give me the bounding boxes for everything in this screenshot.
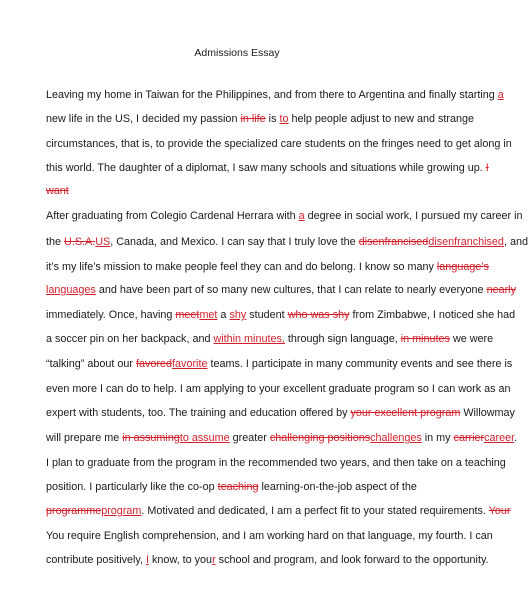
inserted-text: disenfranchised bbox=[428, 236, 504, 248]
deleted-text: in life bbox=[240, 113, 266, 125]
text-line bbox=[46, 162, 489, 175]
deleted-text: U.S.A. bbox=[64, 236, 96, 248]
inserted-text: to assume bbox=[179, 432, 230, 444]
text-run: Leaving my home in Taiwan for the Philippines, and from there to Argentina and finally starting bbox=[46, 89, 498, 101]
inserted-text: within minutes, bbox=[213, 333, 285, 345]
text-line bbox=[46, 481, 432, 494]
deleted-text: carrier bbox=[453, 432, 485, 444]
text-run: it’s my life’s mission to make people feel they can and do belong. I know so many bbox=[46, 261, 437, 273]
deleted-text: disenfrancised bbox=[358, 236, 429, 248]
inserted-text: program bbox=[101, 505, 142, 517]
text-run: is bbox=[265, 113, 280, 125]
text-run: will prepare me bbox=[46, 432, 123, 444]
text-line bbox=[46, 530, 493, 543]
inserted-text: languages bbox=[46, 284, 96, 296]
text-line bbox=[46, 284, 516, 297]
text-run: the bbox=[46, 236, 65, 248]
text-run: even more I can do to help. I am applying to your excellent graduate program so I can work as an bbox=[46, 383, 511, 395]
deleted-text: favored bbox=[136, 358, 173, 370]
deleted-text: in assuming bbox=[122, 432, 180, 444]
inserted-text: a bbox=[298, 210, 305, 222]
text-run: . Motivated and dedicated, I am a perfect fit to your stated requirements. bbox=[141, 505, 489, 517]
text-run: a bbox=[217, 309, 230, 321]
text-run: You require English comprehension, and I am working hard on that language, my fourth. I can bbox=[46, 530, 493, 542]
inserted-text: met bbox=[199, 309, 218, 321]
text-line bbox=[46, 113, 474, 126]
deleted-text: Your bbox=[488, 505, 511, 517]
text-run: After graduating from Colegio Cardenal Herrara with bbox=[46, 210, 299, 222]
deleted-text: teaching bbox=[217, 481, 259, 493]
text-run: and have been part of so many new cultures, that I can relate to nearly everyone bbox=[95, 284, 487, 296]
text-line bbox=[46, 210, 523, 223]
text-line bbox=[46, 432, 518, 445]
text-run: . bbox=[514, 432, 518, 444]
text-run: in my bbox=[421, 432, 454, 444]
text-run: circumstances, that is, to provide the specialized care students on the fringes need to get along in bbox=[46, 138, 512, 150]
inserted-text: to bbox=[279, 113, 289, 125]
text-line bbox=[46, 457, 506, 470]
text-run: contribute positively, bbox=[46, 554, 147, 566]
deleted-text: in minutes bbox=[400, 333, 450, 345]
text-run: I plan to graduate from the program in the recommended two years, and then take on a teaching bbox=[46, 457, 506, 469]
text-line bbox=[46, 138, 512, 151]
text-line bbox=[46, 333, 494, 346]
text-run: this world. The daughter of a diplomat, I saw many schools and situations while growing up. bbox=[46, 162, 486, 174]
text-run: know, to you bbox=[149, 554, 213, 566]
text-line bbox=[46, 236, 528, 249]
text-run: , Canada, and Mexico. I can say that I truly love the bbox=[110, 236, 359, 248]
deleted-text: nearly bbox=[486, 284, 516, 296]
text-run: position. I particularly like the co-op bbox=[46, 481, 218, 493]
text-run: greater bbox=[229, 432, 270, 444]
text-run: learning-on-the-job aspect of the bbox=[258, 481, 417, 493]
text-line bbox=[46, 505, 511, 518]
text-run: from Zimbabwe, I noticed she had bbox=[349, 309, 516, 321]
text-line bbox=[46, 309, 516, 322]
text-line bbox=[46, 383, 511, 396]
text-line bbox=[46, 185, 432, 198]
deleted-text: meet bbox=[175, 309, 200, 321]
text-run: through sign language, bbox=[284, 333, 401, 345]
deleted-text: programme bbox=[46, 505, 102, 517]
text-line bbox=[46, 407, 515, 420]
text-run: we were bbox=[449, 333, 494, 345]
text-run: expert with students, too. The training and education offered by bbox=[46, 407, 351, 419]
text-run: “talking” about our bbox=[46, 358, 137, 370]
deleted-text: challenging positions bbox=[269, 432, 371, 444]
deleted-text: who was shy bbox=[287, 309, 350, 321]
deleted-text: I bbox=[485, 162, 489, 174]
inserted-text: favorite bbox=[172, 358, 208, 370]
text-run: Willowmay bbox=[460, 407, 515, 419]
text-line bbox=[46, 554, 489, 567]
text-run: , and bbox=[503, 236, 528, 248]
text-line bbox=[46, 89, 504, 102]
document-title: Admissions Essay bbox=[194, 47, 280, 59]
inserted-text: career bbox=[484, 432, 515, 444]
text-line bbox=[46, 358, 513, 371]
text-run: help people adjust to new and strange bbox=[288, 113, 474, 125]
text-run: degree in social work, I pursued my career in bbox=[304, 210, 523, 222]
inserted-text: I bbox=[146, 554, 150, 566]
text-run: a soccer pin on her backpack, and bbox=[46, 333, 214, 345]
inserted-text: r bbox=[212, 554, 216, 566]
text-run: school and program, and look forward to the opportunity. bbox=[215, 554, 489, 566]
inserted-text: challenges bbox=[370, 432, 422, 444]
inserted-text: shy bbox=[229, 309, 247, 321]
text-run: new life in the US, I decided my passion bbox=[46, 113, 241, 125]
text-run: immediately. Once, having bbox=[46, 309, 176, 321]
text-run: teams. I participate in many community events and see there is bbox=[207, 358, 513, 370]
deleted-text: want bbox=[46, 185, 69, 197]
deleted-text: your excellent program bbox=[350, 407, 461, 419]
text-line bbox=[46, 261, 489, 274]
deleted-text: language’s bbox=[436, 261, 489, 273]
inserted-text: US bbox=[95, 236, 111, 248]
inserted-text: a bbox=[497, 89, 504, 101]
text-run: student bbox=[246, 309, 288, 321]
